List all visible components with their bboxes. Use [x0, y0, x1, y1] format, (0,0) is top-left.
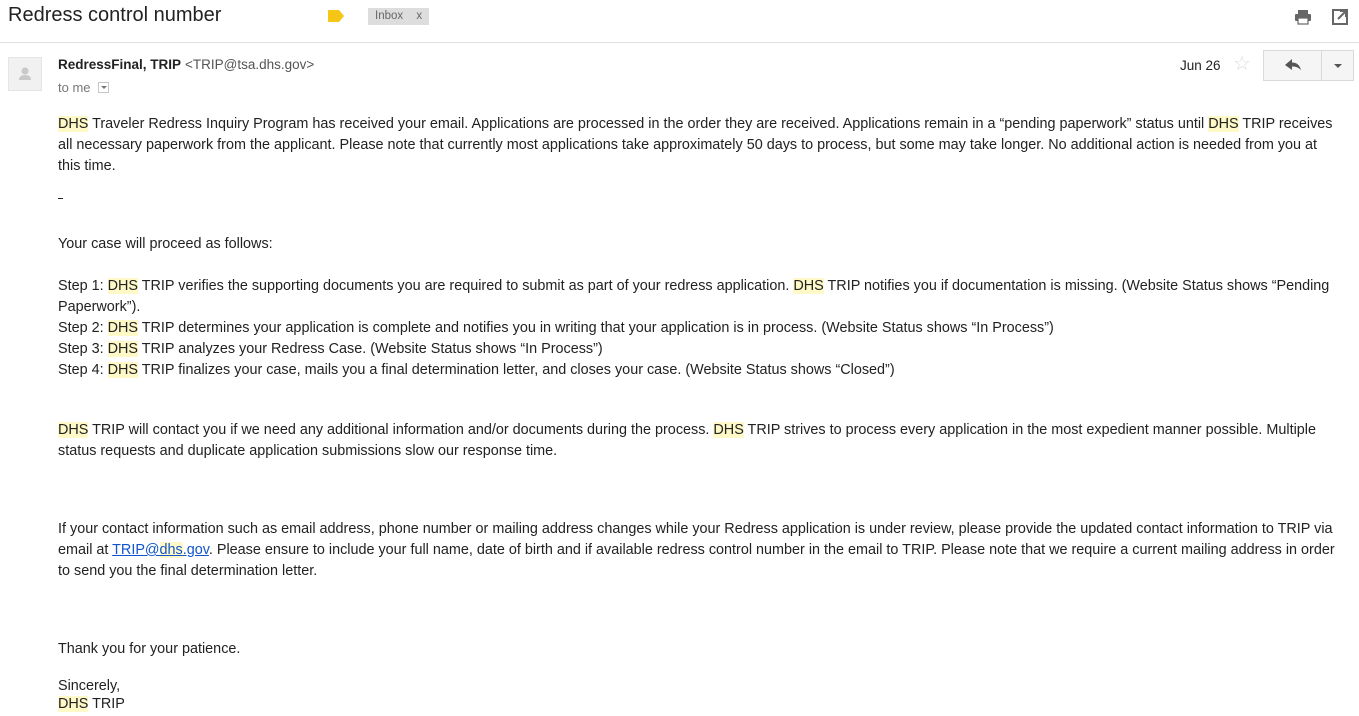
body-text: TRIP determines your application is complete and notifies you in writing that your application is in process. (Website Status shows “In Process”): [138, 320, 1054, 336]
recipients-label: to me: [58, 80, 91, 95]
body-paragraph-update-info: [58, 519, 1343, 582]
separator-dash: [58, 198, 63, 199]
inbox-label-text: Inbox: [375, 10, 404, 22]
email-link[interactable]: [112, 542, 209, 558]
highlight-dhs: DHS: [58, 116, 89, 132]
step-4: [58, 360, 1343, 381]
inbox-label-chip[interactable]: [368, 8, 429, 25]
more-actions-dropdown[interactable]: [1321, 51, 1354, 80]
step-label: Step 3:: [58, 341, 108, 357]
body-text: TRIP will contact you if we need any additional information and/or documents during the process.: [88, 422, 714, 438]
highlight-dhs: DHS: [1208, 116, 1239, 132]
body-text: TRIP verifies the supporting documents you are required to submit as part of your redress application.: [138, 278, 794, 294]
body-text: TRIP finalizes your case, mails you a final determination letter, and closes your case. (Website Status shows “Closed”): [138, 362, 895, 378]
link-text: TRIP@: [112, 542, 160, 558]
step-3: [58, 339, 1343, 360]
sender-name: RedressFinal, TRIP: [58, 57, 182, 72]
reply-button-group: [1263, 50, 1354, 81]
highlight-dhs: dhs: [159, 542, 183, 558]
recipients: [58, 80, 109, 95]
reply-icon: [1264, 51, 1321, 80]
body-text: TRIP receives all necessary paperwork from the applicant. Please note that currently most applications take approximately 50 days to process, but some may take longer. No additional action is needed from you at this time.: [58, 116, 1333, 174]
signature-text: TRIP: [88, 696, 125, 712]
print-icon[interactable]: [1294, 8, 1312, 26]
link-text: .gov: [182, 542, 209, 558]
sender[interactable]: [58, 57, 314, 72]
body-paragraph-received: [58, 114, 1343, 177]
label-tag-icon[interactable]: [328, 10, 344, 22]
body-text: TRIP strives to process every application in the most expedient manner possible. Multiple status requests and duplicate application submissions slow our response time.: [58, 422, 1316, 459]
step-label: Step 4:: [58, 362, 108, 378]
reply-button[interactable]: [1264, 51, 1321, 80]
message-date: Jun 26: [1180, 58, 1221, 73]
highlight-dhs: DHS: [58, 422, 89, 438]
body-text: Traveler Redress Inquiry Program has received your email. Applications are processed in the order they are received. Applications remain in a “pending paperwork” status until: [88, 116, 1209, 132]
highlight-dhs: DHS: [107, 341, 138, 357]
body-intro: Your case will proceed as follows:: [58, 236, 273, 252]
highlight-dhs: DHS: [58, 696, 89, 712]
body-text: If your contact information such as email address, phone number or mailing address changes while your Redress application is under review, please provide the updated contact information to TRIP via email at: [58, 521, 1333, 558]
sender-email: <TRIP@tsa.dhs.gov>: [185, 57, 315, 72]
thanks-line: Thank you for your patience.: [58, 641, 241, 657]
person-icon: [9, 58, 41, 90]
signature: [58, 694, 1343, 715]
subject-bar: [0, 0, 1359, 43]
email-subject: Redress control number: [8, 4, 222, 26]
body-text: TRIP notifies you if documentation is missing. (Website Status shows “Pending Paperwork”).: [58, 278, 1330, 315]
step-1: [58, 276, 1343, 318]
body-text: TRIP analyzes your Redress Case. (Website Status shows “In Process”): [138, 341, 603, 357]
show-details-dropdown[interactable]: [98, 82, 109, 93]
highlight-dhs: DHS: [107, 362, 138, 378]
closing-line: Sincerely,: [58, 678, 121, 694]
sender-avatar: [8, 57, 42, 91]
step-label: Step 1:: [58, 278, 108, 294]
highlight-dhs: DHS: [107, 278, 138, 294]
new-window-icon[interactable]: [1331, 8, 1349, 26]
star-icon[interactable]: ☆: [1233, 53, 1251, 75]
highlight-dhs: DHS: [713, 422, 744, 438]
highlight-dhs: DHS: [793, 278, 824, 294]
step-2: [58, 318, 1343, 339]
body-paragraph-contact: [58, 420, 1343, 462]
body-text: . Please ensure to include your full name, date of birth and if available redress control number in the email to TRIP. Please note that we require a current mailing address in order to send you the final determination letter.: [58, 542, 1335, 579]
remove-label-button[interactable]: x: [416, 10, 423, 22]
highlight-dhs: DHS: [107, 320, 138, 336]
step-label: Step 2:: [58, 320, 108, 336]
